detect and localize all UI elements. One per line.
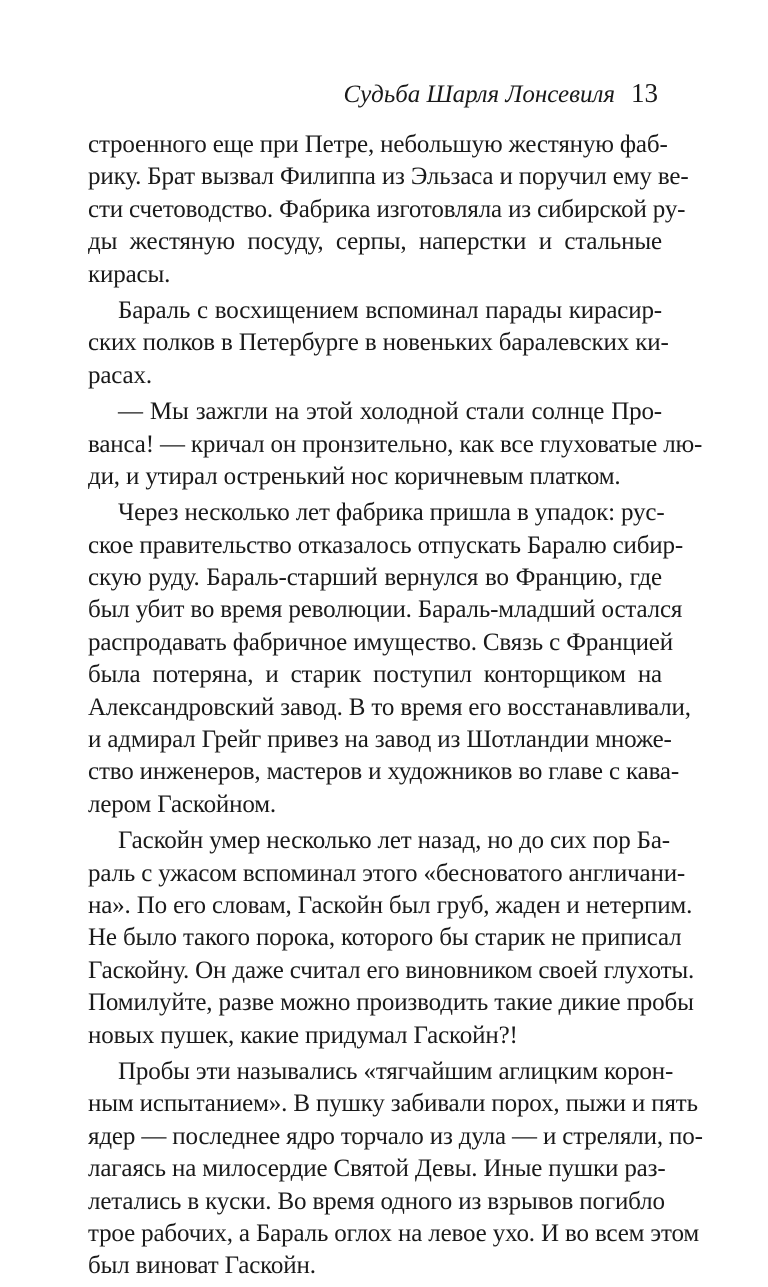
text-line: лагаясь на милосердие Святой Девы. Иные пушки раз- bbox=[88, 1155, 666, 1183]
paragraph bbox=[88, 129, 689, 291]
text-line: на». По его словам, Гаскойн был груб, жаден и нетерпим. bbox=[88, 891, 693, 919]
text-line: распродавать фабричное имущество. Связь с Францией bbox=[88, 628, 673, 656]
text-line: — Мы зажгли на этой холодной стали солнце Про- bbox=[118, 398, 662, 426]
paragraph bbox=[88, 1056, 703, 1283]
text-line: раль с ужасом вспоминал этого «бесноватого англичани- bbox=[88, 859, 686, 887]
text-line: ских полков в Петербурге в новеньких баралевских ки- bbox=[88, 329, 669, 357]
paragraph bbox=[88, 295, 669, 392]
text-line: Бараль с восхищением вспоминал парады кирасир- bbox=[118, 296, 662, 324]
text-line: строенного еще при Петре, небольшую жестяную фаб- bbox=[88, 131, 668, 158]
text-line: ным испытанием». В пушку забивали порох, пыжи и пять bbox=[88, 1090, 698, 1118]
text-line: ды жестяную посуду, серпы, наперстки и стальные bbox=[88, 228, 662, 256]
paragraph bbox=[88, 825, 695, 1052]
text-line: ванса! — кричал он пронзительно, как все глуховатые лю- bbox=[88, 430, 703, 458]
text-line: новых пушек, какие придумал Гаскойн?! bbox=[88, 1021, 518, 1049]
text-line: Гаскойну. Он даже считал его виновником своей глухоты. bbox=[88, 956, 695, 984]
text-line: лером Гаскойном. bbox=[88, 790, 277, 818]
paragraph bbox=[88, 497, 691, 821]
paragraph bbox=[88, 396, 703, 493]
text-line: кирасы. bbox=[88, 260, 171, 288]
text-line: Через несколько лет фабрика пришла в упадок: рус- bbox=[118, 499, 665, 527]
text-line: ское правительство отказалось отпускать Баралю сибир- bbox=[88, 531, 684, 559]
text-line: Александровский завод. В то время его восстанавливали, bbox=[88, 693, 691, 721]
text-line: Гаскойн умер несколько лет назад, но до сих пор Ба- bbox=[118, 827, 670, 855]
text-line: был убит во время революции. Бараль-младший остался bbox=[88, 596, 683, 624]
text-line: рику. Брат вызвал Филиппа из Эльзаса и поручил ему ве- bbox=[88, 163, 689, 191]
text-line: ядер — последнее ядро торчало из дула — и стреляли, по- bbox=[88, 1122, 703, 1150]
text-line: трое рабочих, а Бараль оглох на левое ухо. И во всем этом bbox=[88, 1219, 699, 1247]
text-line: летались в куски. Во время одного из взрывов погибло bbox=[88, 1187, 665, 1215]
page-number: 13 bbox=[631, 78, 658, 108]
text-line: и адмирал Грейг привез на завод из Шотландии множе- bbox=[88, 726, 672, 754]
text-line: Помилуйте, разве можно производить такие дикие пробы bbox=[88, 989, 694, 1017]
text-line: Пробы эти назывались «тягчайшим аглицким корон- bbox=[118, 1057, 674, 1085]
text-line: расах. bbox=[88, 361, 152, 389]
text-line: скую руду. Бараль-старший вернулся во Францию, где bbox=[88, 564, 662, 592]
text-line: ди, и утирал остренький нос коричневым платком. bbox=[88, 462, 621, 490]
body-text bbox=[88, 129, 703, 1287]
text-line: была потеряна, и старик поступил конторщиком на bbox=[88, 661, 662, 689]
text-line: был виноват Гаскойн. bbox=[88, 1252, 316, 1280]
running-header bbox=[343, 78, 658, 110]
text-line: сти счетоводство. Фабрика изготовляла из сибирской ру- bbox=[88, 195, 686, 223]
text-line: Не было такого порока, которого бы старик не приписал bbox=[88, 924, 682, 952]
text-line: ство инженеров, мастеров и художников во главе с кава- bbox=[88, 758, 680, 786]
running-title: Судьба Шарля Лонсевиля bbox=[343, 81, 615, 108]
